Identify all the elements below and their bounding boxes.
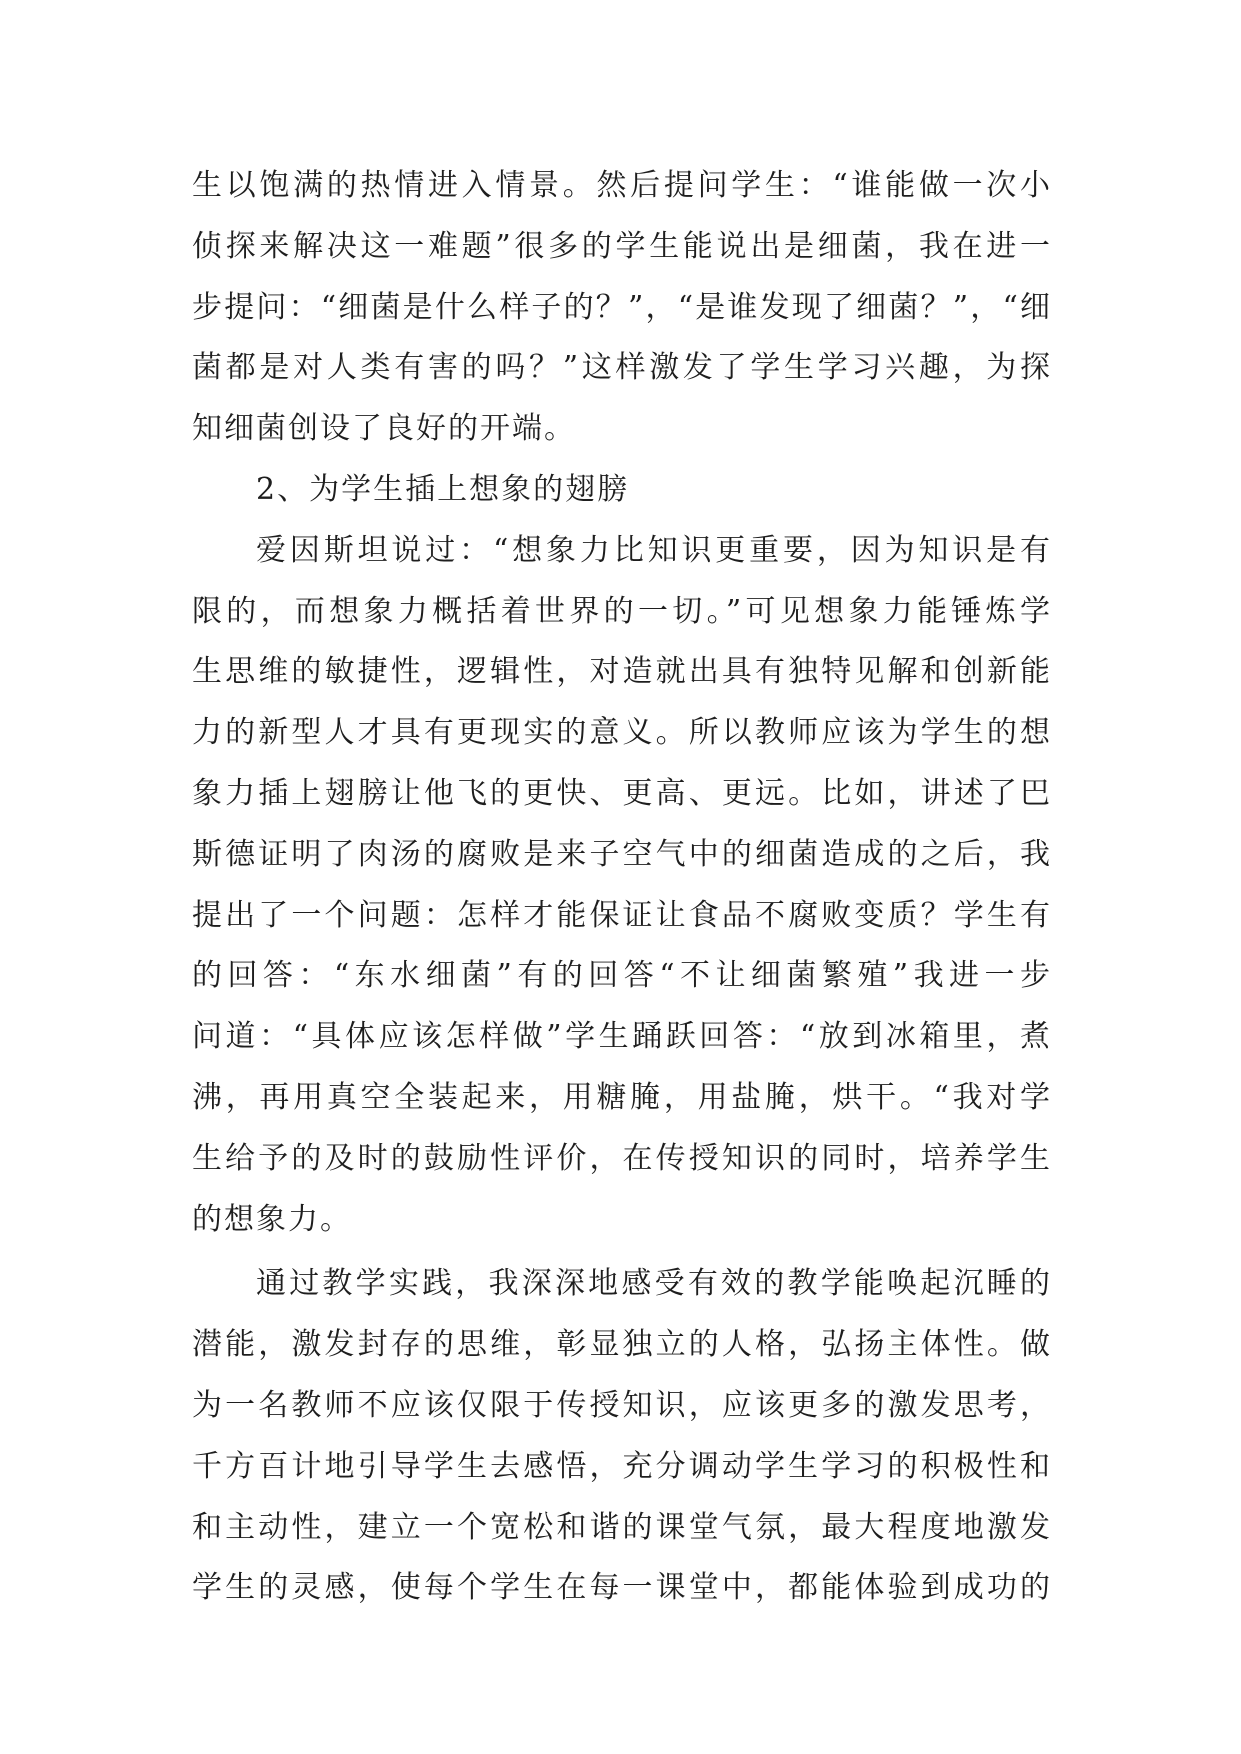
text-line: 斯德证明了肉汤的腐败是来子空气中的细菌造成的之后，我 xyxy=(192,836,1052,872)
text-line: 千方百计地引导学生去感悟，充分调动学生学习的积极性和 xyxy=(192,1448,1052,1484)
text-line: 知细菌创设了良好的开端。 xyxy=(192,411,576,447)
text-line: 菌都是对人类有害的吗？”这样激发了学生学习兴趣，为探 xyxy=(192,350,1052,386)
text-line: 沸，再用真空全装起来，用糖腌，用盐腌，烘干。“我对学 xyxy=(192,1079,1052,1115)
text-line: 潜能，激发封存的思维，彰显独立的人格，弘扬主体性。做 xyxy=(192,1327,1052,1363)
text-line: 象力插上翅膀让他飞的更快、更高、更远。比如，讲述了巴 xyxy=(192,775,1052,811)
text-line: 步提问：“细菌是什么样子的？”，“是谁发现了细菌？”，“细 xyxy=(192,289,1052,325)
text-line: 侦探来解决这一难题”很多的学生能说出是细菌，我在进一 xyxy=(192,228,1052,264)
text-line: 为一名教师不应该仅限于传授知识，应该更多的激发思考， xyxy=(192,1387,1052,1423)
text-line: 生以饱满的热情进入情景。然后提问学生：“谁能做一次小 xyxy=(192,168,1052,203)
text-line: 的回答：“东水细菌”有的回答“不让细菌繁殖”我进一步 xyxy=(192,958,1052,994)
text-line: 和主动性，建立一个宽松和谐的课堂气氛，最大程度地激发 xyxy=(192,1509,1052,1545)
text-line: 的想象力。 xyxy=(192,1201,352,1237)
document-body xyxy=(192,156,1052,1619)
text-line: 生给予的及时的鼓励性评价，在传授知识的同时，培养学生 xyxy=(192,1140,1052,1176)
section-heading: 2、为学生插上想象的翅膀 xyxy=(256,471,630,507)
text-line: 学生的灵感，使每个学生在每一课堂中，都能体验到成功的 xyxy=(192,1570,1052,1606)
text-line: 提出了一个问题：怎样才能保证让食品不腐败变质？学生有 xyxy=(192,897,1052,933)
text-line: 通过教学实践，我深深地感受有效的教学能唤起沉睡的 xyxy=(256,1266,1052,1302)
text-line: 力的新型人才具有更现实的意义。所以教师应该为学生的想 xyxy=(192,715,1052,751)
text-line: 爱因斯坦说过：“想象力比知识更重要，因为知识是有 xyxy=(256,532,1052,568)
text-line: 问道：“具体应该怎样做”学生踊跃回答：“放到冰箱里，煮 xyxy=(192,1019,1052,1055)
text-line: 限的，而想象力概括着世界的一切。”可见想象力能锤炼学 xyxy=(192,593,1052,629)
text-line: 生思维的敏捷性，逻辑性，对造就出具有独特见解和创新能 xyxy=(192,654,1052,690)
